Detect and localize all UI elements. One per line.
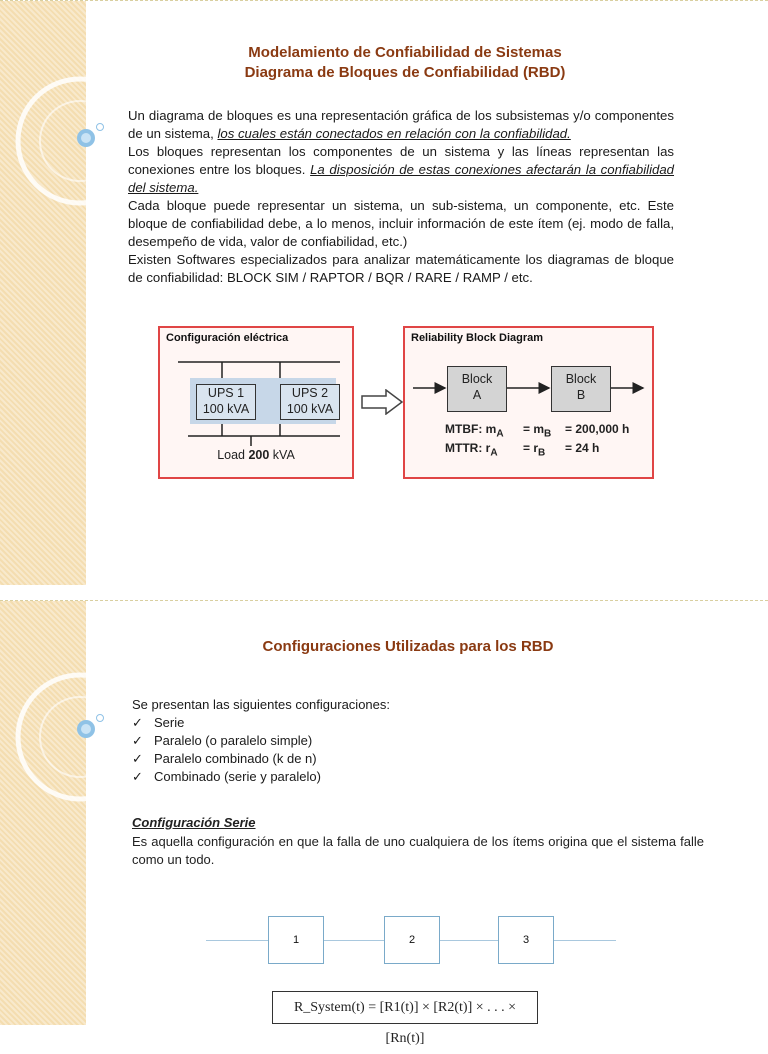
ups-1-power: 100 kVA [202,402,250,416]
list-item-label: Paralelo combinado (k de n) [154,751,317,766]
series-line [324,940,384,941]
list-item [132,732,390,750]
rbd-title: Reliability Block Diagram [411,332,544,344]
list-item-label: Serie [154,715,185,730]
load-value: 200 [248,448,270,462]
ups-2-name: UPS 2 [291,386,329,400]
series-block-3: 3 [498,916,554,964]
paragraph-1-emphasis: los cuales están conectados en relación con la confiabilidad. [217,126,571,141]
series-line [206,940,268,941]
ups-1-box [196,384,256,420]
mttr-sub-a: A [490,447,498,459]
mttr-sub-b: B [538,447,546,459]
series-block-1: 1 [268,916,324,964]
list-item-label: Combinado (serie y paralelo) [154,769,321,784]
mtbf-label: MTBF: m [445,422,497,436]
rbd-figure [403,326,654,479]
title-line-2: Diagrama de Bloques de Confiabilidad (RBD) [244,64,566,81]
mtbf-eq: = m [523,422,545,436]
slide-body [128,107,674,287]
rbd-parameters [445,422,629,461]
ups-2-power: 100 kVA [286,402,334,416]
block-a [447,366,507,412]
paragraph-3: Cada bloque puede representar un sistema, un sub-sistema, un componente, etc. Este bloque de confiabilidad debe, a lo menos, incluir información de este ítem (ej. modo de falla, desempeño de vida, valor de confiabilidad, etc.) [128,198,674,249]
paragraph-2 [128,143,674,197]
list-item [132,768,390,786]
series-reliability-formula [272,991,538,1046]
check-icon: ✓ [132,769,143,784]
slide-title [120,43,690,83]
transform-arrow-icon [360,389,404,415]
config-intro: Se presentan las siguientes configuraciones: [132,697,390,712]
block-b [551,366,611,412]
ups-1-name: UPS 1 [207,386,245,400]
slide-gap [0,585,768,600]
paragraph-4: Existen Softwares especializados para analizar matemáticamente los diagramas de bloque de confiabilidad: BLOCK SIM / RAPTOR / BQR / RARE / RAMP / etc. [128,252,674,285]
load-label [160,448,352,462]
paragraph-2-text: Los bloques representan los componentes de un sistema y las líneas representan las conexiones entre los bloques. [128,144,674,177]
section-title: Configuración Serie [132,815,256,830]
mtbf-sub-b: B [544,428,552,440]
mtbf-row [445,422,629,441]
paragraph-1-text: Un diagrama de bloques es una representación gráfica de los subsistemas y/o componentes de un sistema, [128,108,674,141]
check-icon: ✓ [132,715,143,730]
slide-title: Configuraciones Utilizadas para los RBD [262,638,554,655]
formula-text: R_System(t) = [R1(t)] × [R2(t)] × . . . × [Rn(t)] [293,1000,517,1046]
slide-2 [0,600,768,1025]
config-list [132,696,390,786]
title-line-1: Modelamiento de Confiabilidad de Sistemas [248,44,562,61]
check-icon: ✓ [132,751,143,766]
paragraph-2-emphasis: La disposición de estas conexiones afectarán la confiabilidad del sistema. [128,162,675,195]
electrical-config-figure [158,326,354,479]
ups-2-box [280,384,340,420]
load-prefix: Load [217,448,249,462]
section-body: Es aquella configuración en que la falla de uno cualquiera de los ítems origina que el sistema falle como un todo. [132,834,704,867]
mttr-label: MTTR: r [445,441,491,456]
mttr-row [445,441,629,460]
mttr-eq: = r [523,441,539,456]
check-icon: ✓ [132,733,143,748]
mtbf-value: = 200,000 h [565,422,630,436]
mtbf-sub-a: A [496,428,504,440]
block-a-line-2: A [472,388,482,402]
series-line [440,940,498,941]
mttr-value: = 24 h [565,441,600,456]
block-b-line-1: Block [565,372,597,386]
list-item [132,714,390,732]
series-line [554,940,616,941]
load-unit: kVA [269,448,295,462]
electrical-config-title: Configuración eléctrica [166,332,289,344]
block-b-line-2: B [576,388,586,402]
list-item [132,750,390,768]
paragraph-1 [128,107,674,143]
list-item-label: Paralelo (o paralelo simple) [154,733,313,748]
block-a-line-1: Block [461,372,493,386]
series-block-2: 2 [384,916,440,964]
